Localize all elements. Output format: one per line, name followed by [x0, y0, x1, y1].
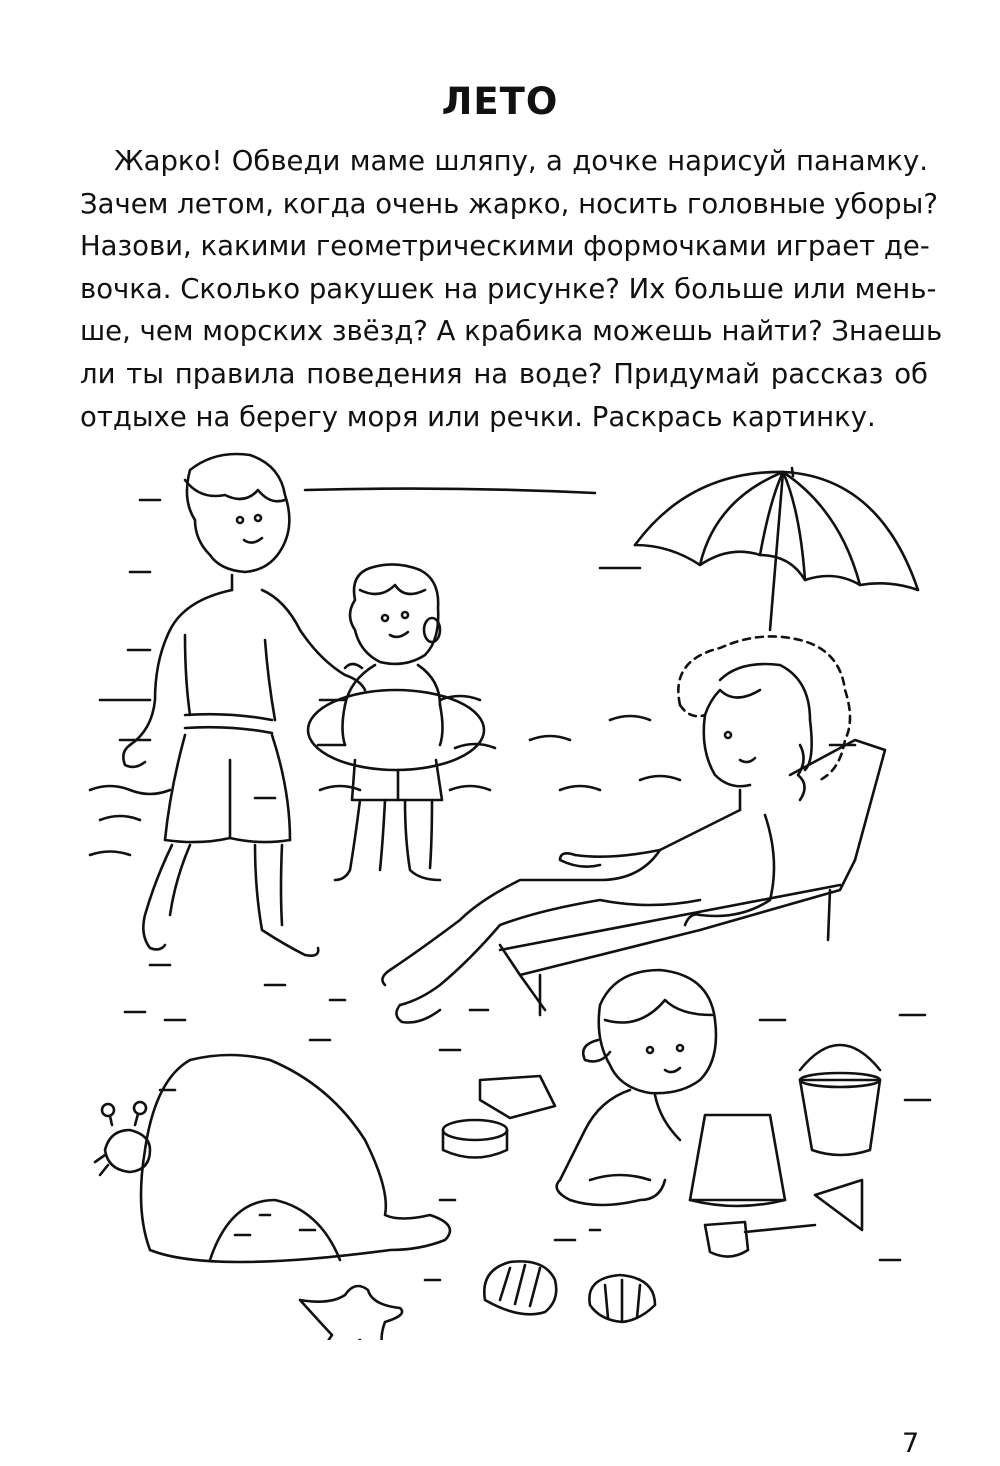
paragraph-line: Назови, какими геометрическими формочками играет де-: [80, 230, 930, 263]
sand-dots: [125, 965, 930, 1280]
daughter-figure: [557, 970, 716, 1205]
mother-hat-dashed: [678, 636, 850, 780]
seashell: [589, 1275, 655, 1322]
paragraph-line: Жарко! Обведи маме шляпу, а дочке нарисуй панамку.: [114, 145, 928, 177]
water-bucket: [800, 1045, 880, 1155]
seashell: [484, 1261, 556, 1314]
deck-chair: [500, 740, 885, 1015]
paragraph-line: вочка. Сколько ракушек на рисунке? Их больше или мень-: [80, 272, 937, 305]
page-title: ЛЕТО: [441, 80, 559, 123]
sand-mold-rectangle: [480, 1076, 555, 1118]
sand-mold-triangle: [815, 1180, 862, 1230]
paragraph-line: ли ты правила поведения на воде? Придумай рассказ об: [80, 357, 928, 390]
paragraph-line: отдыхе на берегу моря или речки. Раскрась картинку.: [80, 400, 876, 433]
toy-shovel: [705, 1222, 815, 1257]
beach-coloring-illustration: [0, 440, 1000, 1340]
paragraph-line: Зачем летом, когда очень жарко, носить головные уборы?: [80, 187, 938, 220]
beach-umbrella: [635, 468, 918, 630]
rock: [141, 1055, 450, 1262]
page-number: 7: [902, 1428, 920, 1459]
task-paragraph: [80, 140, 943, 438]
sand-bucket-mold: [690, 1115, 785, 1206]
son-figure: [308, 564, 484, 880]
mother-figure: [382, 664, 811, 1023]
sand-mold-circle: [443, 1120, 507, 1158]
paragraph-line: ше, чем морских звёзд? А крабика можешь найти? Знаешь: [80, 315, 943, 348]
starfish: [300, 1286, 402, 1340]
